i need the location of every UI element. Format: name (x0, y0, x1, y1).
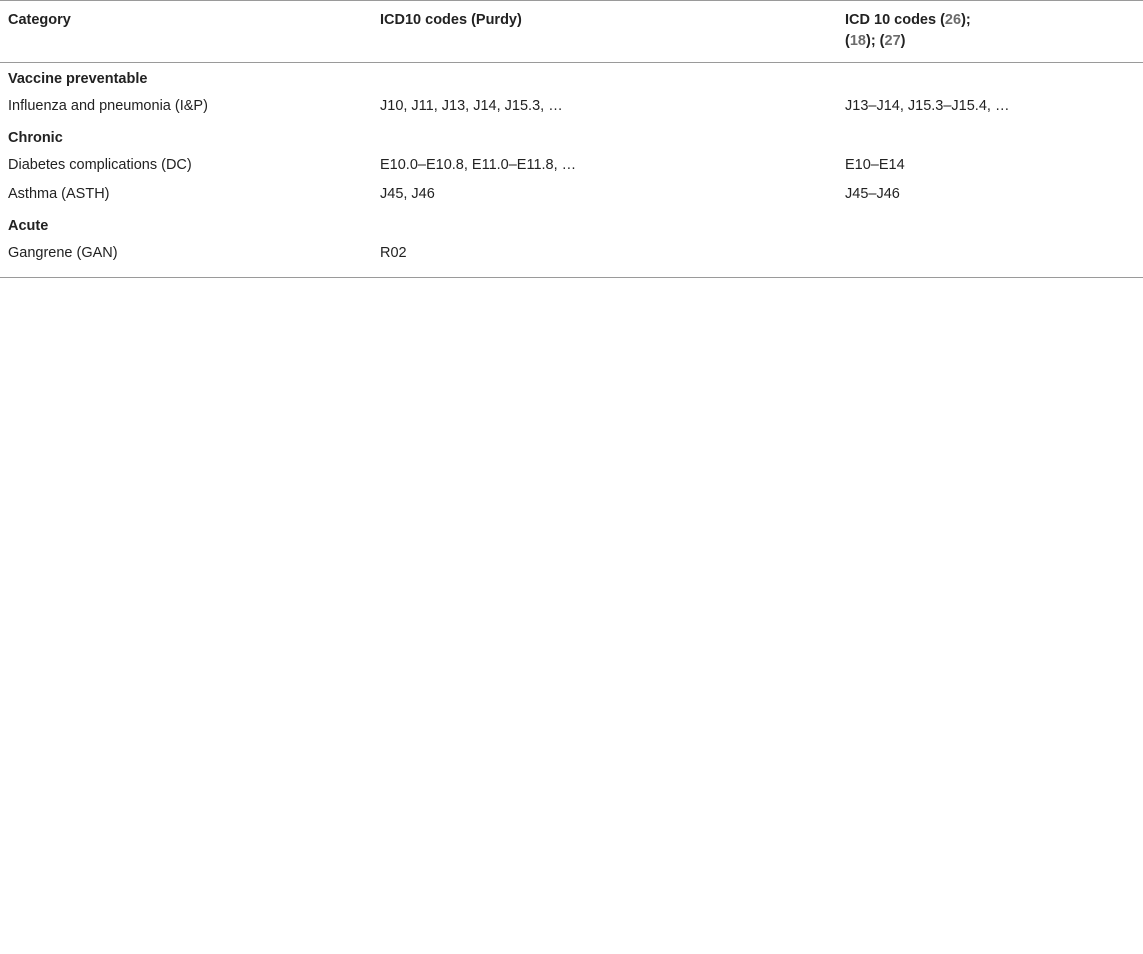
section-title: Chronic (8, 130, 63, 146)
header-other-line2-prefix: ( (845, 33, 850, 49)
category-cell: Gangrene (GAN) (8, 245, 118, 261)
header-other-prefix: ICD 10 codes ( (845, 12, 945, 28)
bottom-rule (0, 277, 1143, 278)
ref-link-18[interactable]: 18 (849, 33, 866, 49)
bottom-spacer (0, 269, 1143, 277)
category-cell: Asthma (ASTH) (8, 186, 110, 202)
other-codes-cell: E10–E14 (845, 157, 905, 173)
icd10-table (0, 0, 1143, 278)
section-heading (0, 122, 1143, 152)
header-purdy: ICD10 codes (Purdy) (380, 12, 522, 28)
table-row (0, 240, 1143, 269)
header-row (0, 1, 1143, 62)
other-codes-cell (837, 243, 1143, 264)
purdy-codes-cell: E10.0–E10.8, E11.0–E11.8, … (380, 157, 577, 173)
purdy-codes-cell: R02 (380, 245, 407, 261)
table-body (0, 63, 1143, 269)
ref-link-27[interactable]: 27 (884, 33, 901, 49)
header-other-mid1: ); (961, 12, 971, 28)
category-cell: Influenza and pneumonia (I&P) (8, 98, 208, 114)
other-codes-cell: J45–J46 (845, 186, 900, 202)
header-other (837, 10, 1143, 52)
purdy-codes-cell: J10, J11, J13, J14, J15.3, … (380, 98, 563, 114)
table-row (0, 93, 1143, 122)
other-codes-cell: J13–J14, J15.3–J15.4, … (845, 98, 1010, 114)
section-heading (0, 210, 1143, 240)
table-row (0, 181, 1143, 210)
section-title: Vaccine preventable (8, 71, 148, 87)
header-other-mid2: ); ( (865, 33, 885, 49)
section-heading (0, 63, 1143, 93)
category-cell: Diabetes complications (DC) (8, 157, 192, 173)
purdy-codes-cell: J45, J46 (380, 186, 435, 202)
header-category: Category (8, 12, 71, 28)
section-title: Acute (8, 218, 49, 234)
table-row (0, 152, 1143, 181)
ref-link-26[interactable]: 26 (944, 12, 962, 28)
header-other-suffix: ) (900, 33, 906, 49)
